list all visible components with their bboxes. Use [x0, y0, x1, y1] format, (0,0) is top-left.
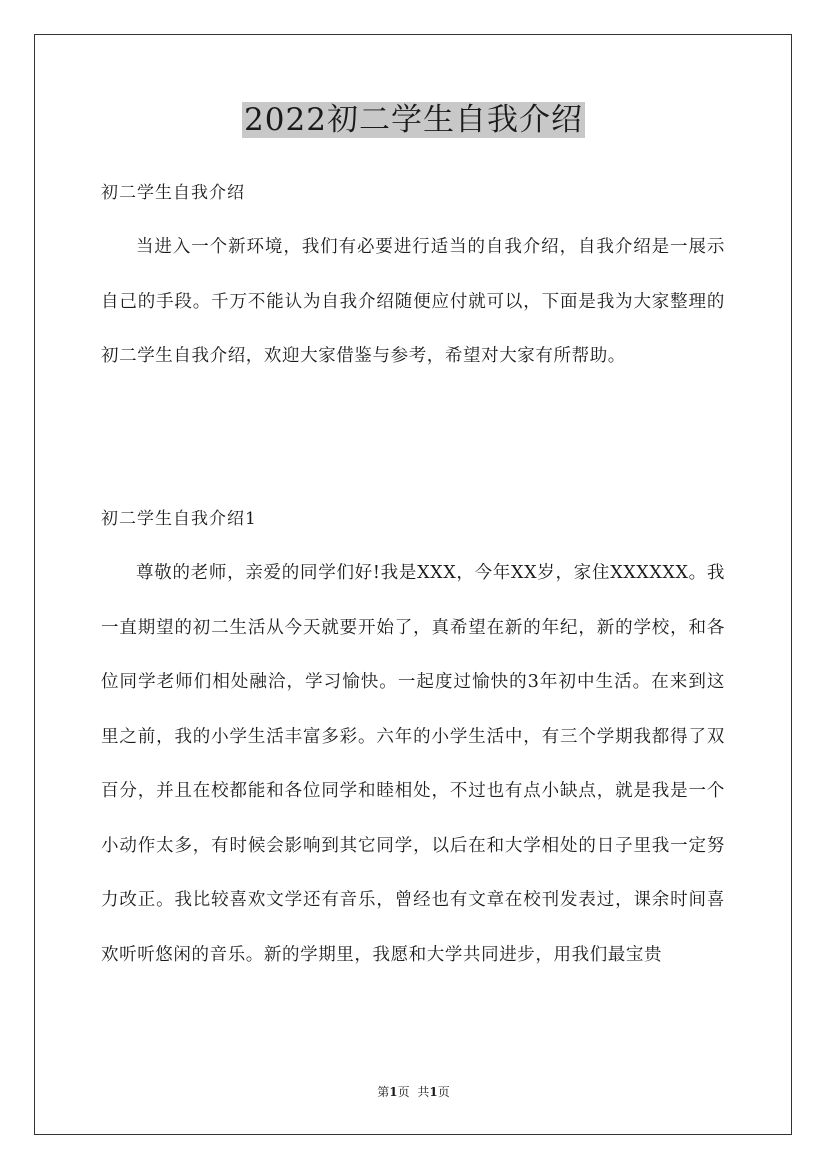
subsection-heading: 初二学生自我介绍1	[101, 509, 257, 529]
footer-page-prefix: 第	[377, 1085, 390, 1099]
section-heading: 初二学生自我介绍	[101, 183, 245, 203]
footer-total-prefix: 共	[417, 1085, 430, 1099]
page-footer	[0, 1084, 827, 1100]
document-title	[0, 98, 827, 142]
intro-paragraph: 当进入一个新环境，我们有必要进行适当的自我介绍，自我介绍是一展示自己的手段。千万不能认为自我介绍随便应付就可以，下面是我为大家整理的初二学生自我介绍，欢迎大家借鉴与参考，希望对大家有所帮助。	[101, 237, 725, 366]
footer-total-unit: 页	[437, 1085, 450, 1099]
document-title-text: 2022初二学生自我介绍	[244, 102, 583, 138]
footer-total-number: 1	[429, 1085, 438, 1099]
footer-page-unit: 页	[397, 1085, 410, 1099]
body-paragraph: 尊敬的老师，亲爱的同学们好!我是XXX，今年XX岁，家住XXXXXX。我一直期望的初二生活从今天就要开始了，真希望在新的年纪，新的学校，和各位同学老师们相处融洽，学习愉快。一起度过愉快的3年初中生活。在来到这里之前，我的小学生活丰富多彩。六年的小学生活中，有三个学期我都得了双百分，并且在校都能和各位同学和睦相处，不过也有点小缺点，就是我是一个小动作太多，有时候会影响到其它同学，以后在和大学相处的日子里我一定努力改正。我比较喜欢文学还有音乐，曾经也有文章在校刊发表过，课余时间喜欢听听悠闲的音乐。新的学期里，我愿和大学共同进步，用我们最宝贵	[101, 563, 725, 965]
footer-page-number: 1	[389, 1085, 398, 1099]
